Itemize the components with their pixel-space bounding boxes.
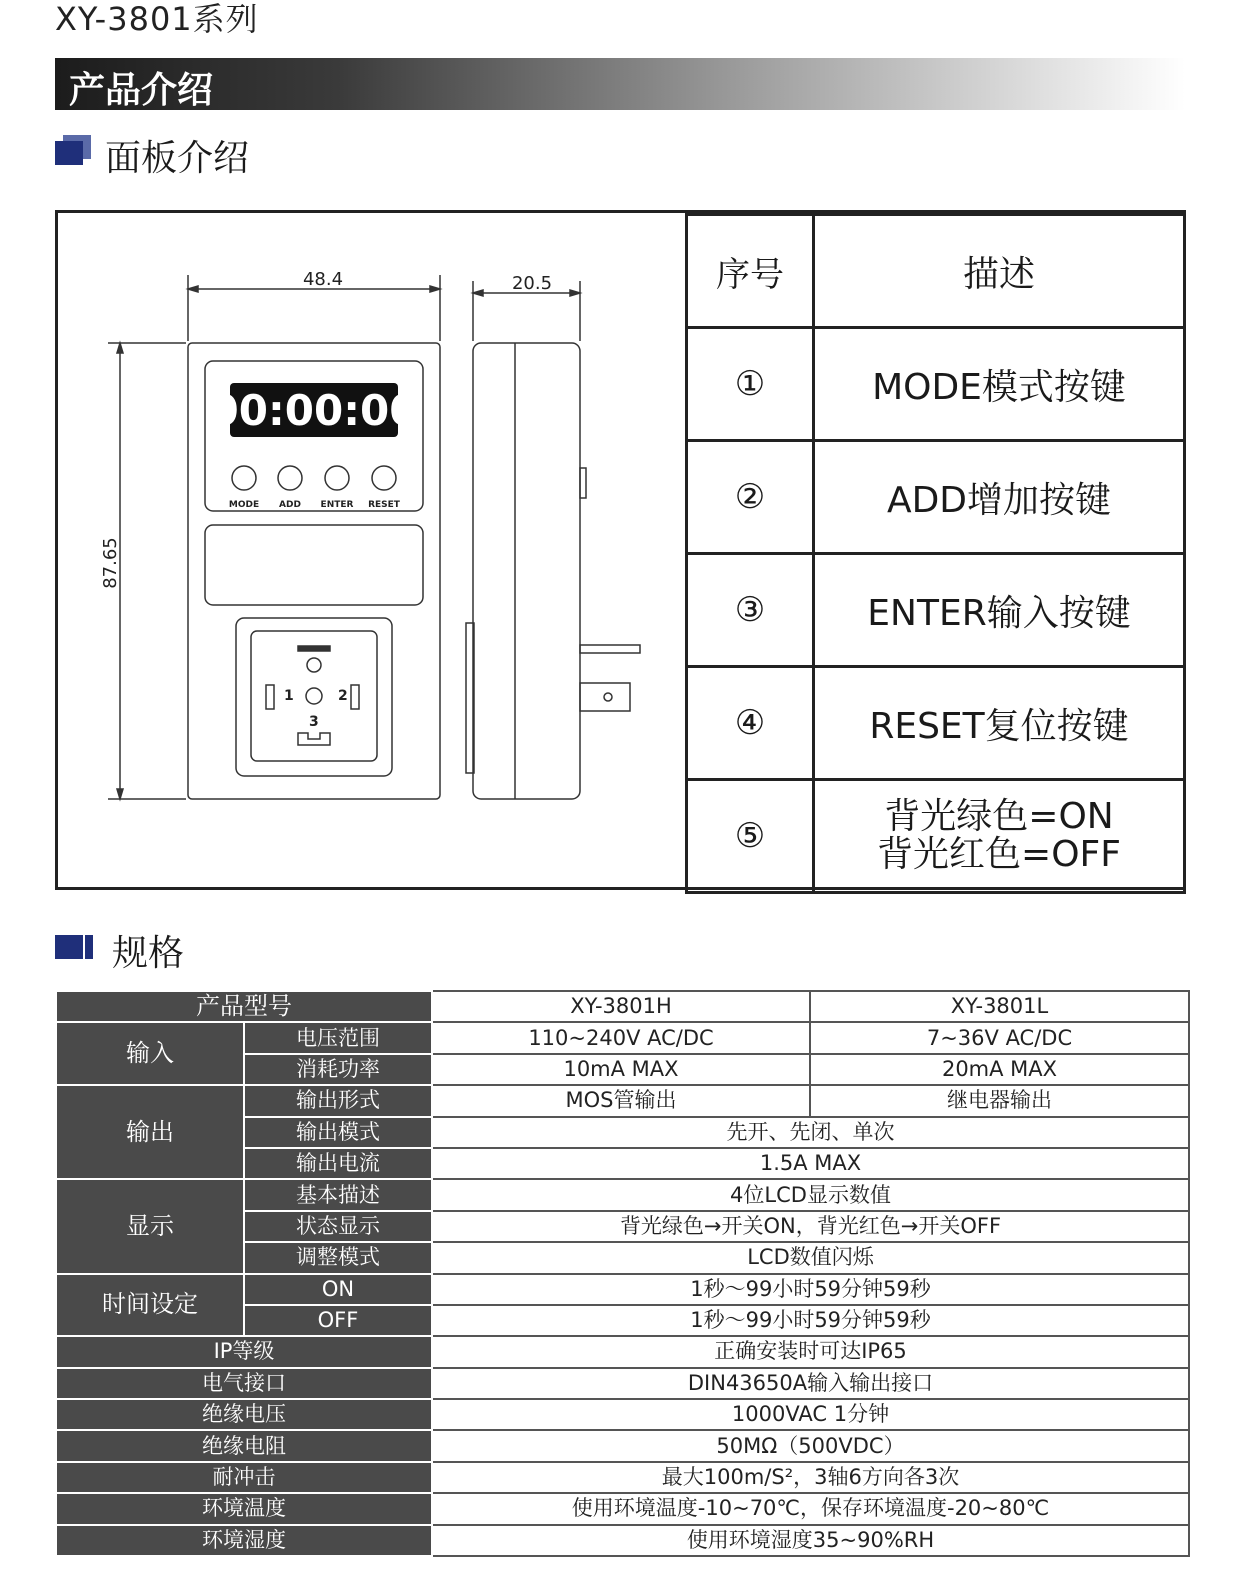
insulation-resistance-value: 50MΩ（500VDC） <box>432 1430 1189 1461</box>
table-row <box>56 1336 1189 1367</box>
ip-value: 正确安装时可达IP65 <box>432 1336 1189 1367</box>
output-mode-label: 输出模式 <box>244 1117 432 1148</box>
insulation-voltage-label: 绝缘电压 <box>56 1399 432 1430</box>
power-l: 20mA MAX <box>810 1054 1189 1085</box>
spec-table <box>55 990 1190 1557</box>
status-label: 状态显示 <box>244 1211 432 1242</box>
ip-label: IP等级 <box>56 1336 432 1367</box>
table-row <box>687 667 1185 780</box>
section-square-icon <box>55 135 95 167</box>
header-description: 描述 <box>814 215 1185 328</box>
model-h: XY-3801H <box>432 991 810 1022</box>
temperature-value: 使用环境温度-10~70℃，保存环境温度-20~80℃ <box>432 1493 1189 1524</box>
backlight-red-text: 背光红色=OFF <box>877 834 1121 875</box>
table-row <box>56 1525 1189 1556</box>
basic-value: 4位LCD显示数值 <box>432 1179 1189 1210</box>
table-row <box>56 1462 1189 1493</box>
height-dimension: 87.65 <box>100 537 121 589</box>
row-number: ⑤ <box>687 780 814 893</box>
time-on-value: 1秒～99小时59分钟59秒 <box>432 1274 1189 1305</box>
output-current-value: 1.5A MAX <box>432 1148 1189 1179</box>
pin-label-2: 2 <box>338 688 348 704</box>
row-number: ③ <box>687 554 814 667</box>
time-on-label: ON <box>244 1274 432 1305</box>
width-dimension: 48.4 <box>302 269 344 290</box>
interface-label: 电气接口 <box>56 1368 432 1399</box>
output-group: 输出 <box>56 1085 244 1179</box>
button-key-table <box>685 213 1186 894</box>
input-group: 输入 <box>56 1022 244 1085</box>
output-form-label: 输出形式 <box>244 1085 432 1116</box>
output-form-l: 继电器输出 <box>810 1085 1189 1116</box>
banner-title: 产品介绍 <box>69 70 214 111</box>
table-row <box>687 780 1185 893</box>
row-description: ENTER输入按键 <box>814 554 1185 667</box>
table-row <box>687 328 1185 441</box>
time-group: 时间设定 <box>56 1274 244 1337</box>
header-number: 序号 <box>687 215 814 328</box>
adjust-value: LCD数值闪烁 <box>432 1242 1189 1273</box>
temperature-label: 环境温度 <box>56 1493 432 1524</box>
humidity-value: 使用环境湿度35~90%RH <box>432 1525 1189 1556</box>
row-description: MODE模式按键 <box>814 328 1185 441</box>
model-label: 产品型号 <box>56 991 432 1022</box>
power-h: 10mA MAX <box>432 1054 810 1085</box>
row-number: ④ <box>687 667 814 780</box>
voltage-label: 电压范围 <box>244 1022 432 1053</box>
table-row <box>56 991 1189 1022</box>
model-l: XY-3801L <box>810 991 1189 1022</box>
time-off-value: 1秒～99小时59分钟59秒 <box>432 1305 1189 1336</box>
output-form-h: MOS管输出 <box>432 1085 810 1116</box>
table-row <box>56 1399 1189 1430</box>
panel-section-title: 面板介绍 <box>105 138 250 179</box>
add-button-label: ADD <box>279 500 301 510</box>
row-description: RESET复位按键 <box>814 667 1185 780</box>
pin-label-3: 3 <box>309 714 319 730</box>
table-row <box>56 1368 1189 1399</box>
voltage-h: 110~240V AC/DC <box>432 1022 810 1053</box>
pin-label-1: 1 <box>284 688 294 704</box>
enter-button-label: ENTER <box>320 500 354 510</box>
status-value: 背光绿色→开关ON，背光红色→开关OFF <box>432 1211 1189 1242</box>
output-mode-value: 先开、先闭、单次 <box>432 1117 1189 1148</box>
table-row <box>687 215 1185 328</box>
row-number: ① <box>687 328 814 441</box>
panel-introduction-box <box>55 210 1186 890</box>
adjust-label: 调整模式 <box>244 1242 432 1273</box>
row-number: ② <box>687 441 814 554</box>
mode-button-label: MODE <box>228 500 260 510</box>
output-current-label: 输出电流 <box>244 1148 432 1179</box>
display-digits: 00:00:00 <box>209 386 419 435</box>
table-row <box>56 1430 1189 1461</box>
table-row <box>687 441 1185 554</box>
section-banner <box>55 58 1185 110</box>
table-row <box>56 1022 1189 1053</box>
backlight-green-text: 背光绿色=ON <box>884 796 1114 837</box>
table-row <box>56 1493 1189 1524</box>
humidity-label: 环境湿度 <box>56 1525 432 1556</box>
table-row <box>56 1085 1189 1116</box>
time-off-label: OFF <box>244 1305 432 1336</box>
row-description: ADD增加按键 <box>814 441 1185 554</box>
interface-value: DIN43650A输入输出接口 <box>432 1368 1189 1399</box>
table-row <box>56 1179 1189 1210</box>
table-row <box>56 1274 1189 1305</box>
impact-value: 最大100m/S²，3轴6方向各3次 <box>432 1462 1189 1493</box>
insulation-resistance-label: 绝缘电阻 <box>56 1430 432 1461</box>
voltage-l: 7~36V AC/DC <box>810 1022 1189 1053</box>
spec-section-title: 规格 <box>112 933 185 974</box>
section-bar-icon <box>55 935 95 963</box>
reset-button-label: RESET <box>368 500 400 510</box>
depth-dimension: 20.5 <box>511 273 553 294</box>
basic-label: 基本描述 <box>244 1179 432 1210</box>
display-group: 显示 <box>56 1179 244 1273</box>
product-drawing <box>58 213 685 887</box>
insulation-voltage-value: 1000VAC 1分钟 <box>432 1399 1189 1430</box>
table-row <box>687 554 1185 667</box>
series-title: XY-3801系列 <box>55 0 259 38</box>
row-description <box>814 780 1185 893</box>
power-label: 消耗功率 <box>244 1054 432 1085</box>
impact-label: 耐冲击 <box>56 1462 432 1493</box>
